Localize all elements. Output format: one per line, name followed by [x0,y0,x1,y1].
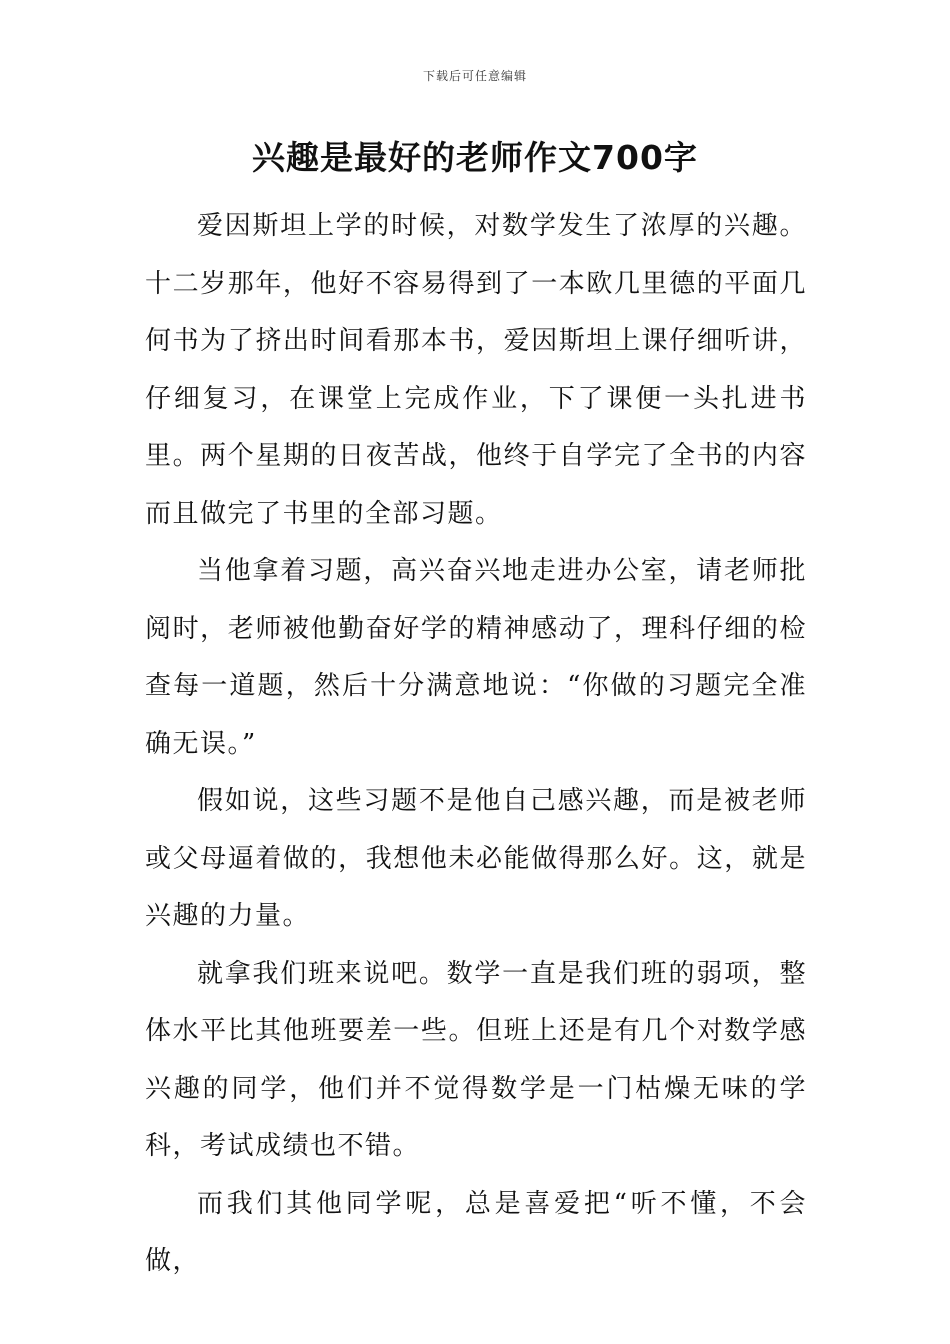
paragraph-3: 假如说，这些习题不是他自己感兴趣，而是被老师或父母逼着做的，我想他未必能做得那么好。这，就是兴趣的力量。 [145,786,807,931]
header-note: 下载后可任意编辑 [422,69,527,83]
document-body [145,198,807,1291]
paragraph-4: 就拿我们班来说吧。数学一直是我们班的弱项，整体水平比其他班要差一些。但班上还是有几个对数学感兴趣的同学，他们并不觉得数学是一门枯燥无味的学科，考试成绩也不错。 [145,958,807,1161]
paragraph-2: 当他拿着习题，高兴奋兴地走进办公室，请老师批阅时，老师被他勤奋好学的精神感动了，理科仔细的检查每一道题，然后十分满意地说：“你做的习题完全准确无误。” [145,556,807,759]
document-title: 兴趣是最好的老师作文700字 [252,138,698,177]
paragraph-5: 而我们其他同学呢，总是喜爱把“听不懂，不会做， [145,1188,807,1276]
paragraph-1: 爱因斯坦上学的时候，对数学发生了浓厚的兴趣。十二岁那年，他好不容易得到了一本欧几里德的平面几何书为了挤出时间看那本书，爱因斯坦上课仔细听讲，仔细复习，在课堂上完成作业，下了课便一头扎进书里。两个星期的日夜苦战，他终于自学完了全书的内容而且做完了书里的全部习题。 [145,211,807,529]
